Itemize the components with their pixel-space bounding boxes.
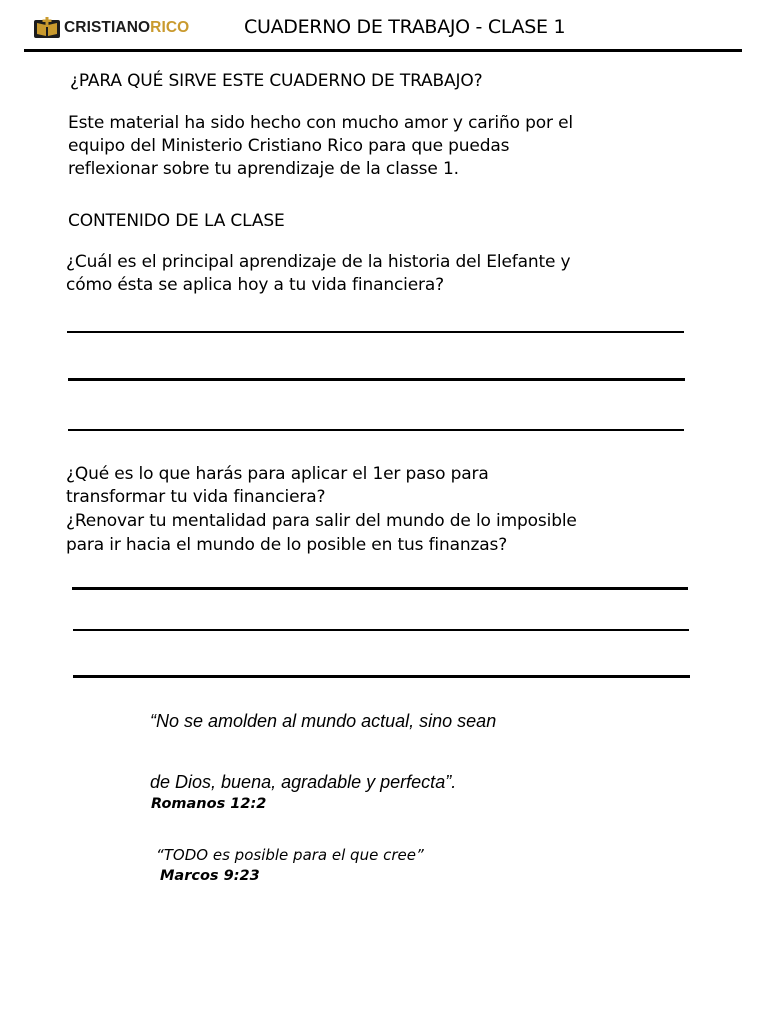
answer-line-2[interactable]: [68, 378, 685, 381]
content-heading: CONTENIDO DE LA CLASE: [68, 211, 285, 231]
question-2-line-3: ¿Renovar tu mentalidad para salir del mundo de lo imposible: [66, 511, 577, 531]
intro-line-1: Este material ha sido hecho con mucho amor y cariño por el: [68, 113, 573, 133]
quote-1-line-1: “No se amolden al mundo actual, sino sean: [150, 711, 497, 731]
question-1-line-1: ¿Cuál es el principal aprendizaje de la historia del Elefante y: [66, 252, 571, 272]
question-2-line-4: para ir hacia el mundo de lo posible en tus finanzas?: [66, 535, 508, 555]
page-title: CUADERNO DE TRABAJO - CLASE 1: [244, 16, 566, 38]
quote-1-reference: Romanos 12:2: [151, 796, 267, 812]
quote-2: “TODO es posible para el que cree”: [156, 846, 424, 864]
answer-line-6[interactable]: [73, 675, 690, 678]
answer-line-4[interactable]: [72, 587, 688, 590]
answer-line-5[interactable]: [73, 629, 689, 631]
quote-2-reference: Marcos 9:23: [160, 868, 260, 884]
intro-line-3: reflexionar sobre tu aprendizaje de la classe 1.: [68, 159, 459, 179]
header: [30, 14, 742, 40]
book-and-cross-icon: [34, 17, 60, 39]
intro-heading: ¿PARA QUÉ SIRVE ESTE CUADERNO DE TRABAJO?: [70, 71, 483, 91]
answer-line-1[interactable]: [67, 331, 684, 333]
question-2-line-2: transformar tu vida financiera?: [66, 487, 326, 507]
logo-wordmark: [64, 17, 189, 39]
intro-line-2: equipo del Ministerio Cristiano Rico para que puedas: [68, 136, 510, 156]
header-divider: [24, 49, 742, 52]
logo-word-cristiano: CRISTIANO: [64, 19, 151, 36]
question-1-line-2: cómo ésta se aplica hoy a tu vida financiera?: [66, 275, 445, 295]
question-2-line-1: ¿Qué es lo que harás para aplicar el 1er paso para: [66, 464, 489, 484]
logo: [34, 17, 189, 39]
logo-word-rico: RICO: [150, 19, 190, 36]
answer-line-3[interactable]: [68, 429, 684, 431]
quote-1-line-2: de Dios, buena, agradable y perfecta”.: [150, 772, 457, 792]
